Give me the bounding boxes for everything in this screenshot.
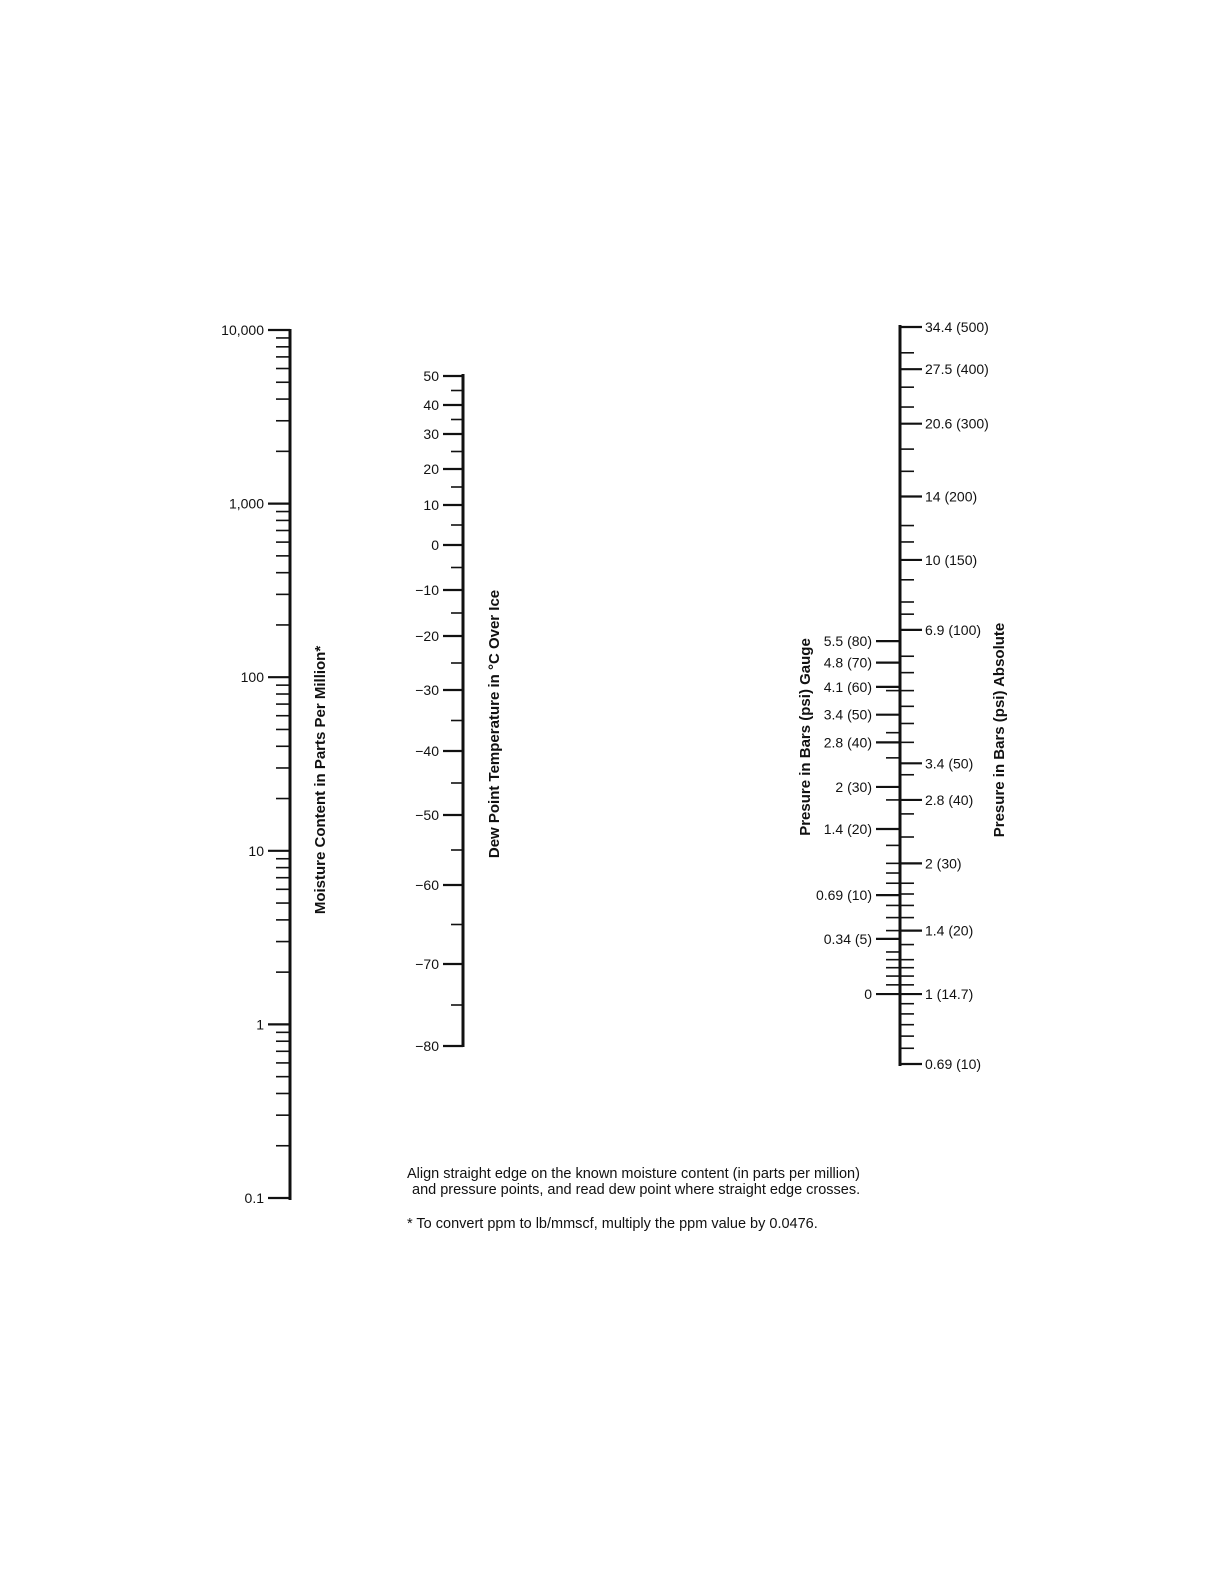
pressure-ticks bbox=[816, 319, 989, 1072]
pressure-absolute-label-2-30: 2 (30) bbox=[925, 855, 962, 872]
instruction-line-2: and pressure points, and read dew point where straight edge crosses. bbox=[412, 1182, 861, 1198]
pressure-absolute-axis-title: Presure in Bars (psi) Absolute bbox=[991, 622, 1008, 838]
dew-point-label-30: −30 bbox=[415, 682, 439, 698]
dew-point-ticks bbox=[415, 368, 463, 1054]
pressure-gauge-label-2-8-40: 2.8 (40) bbox=[823, 734, 872, 751]
moisture-label-100: 100 bbox=[240, 669, 264, 686]
moisture-label-1: 1 bbox=[256, 1016, 264, 1033]
moisture-axis-title: Moisture Content in Parts Per Million* bbox=[312, 645, 329, 915]
pressure-scale bbox=[797, 319, 1008, 1072]
dew-point-label-50: −50 bbox=[415, 807, 439, 823]
dew-point-label-40: 40 bbox=[423, 397, 439, 413]
dew-point-scale bbox=[415, 368, 503, 1054]
pressure-absolute-label-20-6-300: 20.6 (300) bbox=[925, 415, 989, 432]
pressure-absolute-label-27-5-400: 27.5 (400) bbox=[925, 361, 989, 378]
dew-point-label-60: −60 bbox=[415, 877, 439, 893]
dew-point-label-20: −20 bbox=[415, 628, 439, 644]
pressure-absolute-label-6-9-100: 6.9 (100) bbox=[925, 621, 982, 638]
moisture-label-10: 10 bbox=[248, 842, 264, 859]
pressure-gauge-label-4-8-70: 4.8 (70) bbox=[823, 654, 872, 671]
pressure-gauge-label-4-1-60: 4.1 (60) bbox=[823, 678, 872, 695]
pressure-absolute-label-1-14-7: 1 (14.7) bbox=[925, 986, 974, 1003]
pressure-gauge-label-0-34-5: 0.34 (5) bbox=[823, 930, 872, 947]
pressure-absolute-label-2-8-40: 2.8 (40) bbox=[925, 791, 974, 808]
pressure-gauge-label-1-4-20: 1.4 (20) bbox=[823, 820, 872, 837]
dew-point-label-40: −40 bbox=[415, 743, 439, 759]
instruction-line-1: Align straight edge on the known moisture content (in parts per million) bbox=[407, 1166, 860, 1182]
dew-point-label-70: −70 bbox=[415, 956, 439, 972]
pressure-absolute-label-10-150: 10 (150) bbox=[925, 551, 978, 568]
pressure-gauge-label-3-4-50: 3.4 (50) bbox=[823, 706, 872, 723]
dew-point-label-20: 20 bbox=[423, 461, 439, 477]
dew-point-label-0: 0 bbox=[431, 537, 439, 553]
pressure-absolute-label-3-4-50: 3.4 (50) bbox=[925, 755, 974, 772]
pressure-gauge-label-2-30: 2 (30) bbox=[835, 778, 872, 795]
moisture-label-0-1: 0.1 bbox=[244, 1190, 264, 1206]
pressure-gauge-label-0: 0 bbox=[864, 986, 872, 1003]
dew-point-label-80: −80 bbox=[415, 1038, 439, 1054]
dew-point-label-10: −10 bbox=[415, 582, 439, 598]
dew-point-label-30: 30 bbox=[423, 426, 439, 442]
dew-point-label-10: 10 bbox=[423, 497, 439, 513]
moisture-scale bbox=[221, 322, 329, 1206]
footnote: * To convert ppm to lb/mmscf, multiply the ppm value by 0.0476. bbox=[407, 1216, 818, 1232]
moisture-ticks bbox=[221, 322, 290, 1206]
moisture-label-1-000: 1,000 bbox=[228, 495, 264, 512]
pressure-absolute-label-34-4-500: 34.4 (500) bbox=[925, 319, 989, 335]
pressure-gauge-axis-title: Presure in Bars (psi) Gauge bbox=[797, 638, 814, 836]
pressure-gauge-label-5-5-80: 5.5 (80) bbox=[823, 633, 872, 650]
dew-point-label-50: 50 bbox=[423, 368, 439, 384]
dew-point-axis-title: Dew Point Temperature in °C Over Ice bbox=[486, 589, 503, 859]
pressure-absolute-label-0-69-10: 0.69 (10) bbox=[925, 1056, 982, 1072]
moisture-label-10-000: 10,000 bbox=[221, 322, 264, 338]
pressure-absolute-label-1-4-20: 1.4 (20) bbox=[925, 922, 974, 939]
pressure-absolute-label-14-200: 14 (200) bbox=[925, 488, 978, 505]
pressure-gauge-label-0-69-10: 0.69 (10) bbox=[815, 887, 872, 904]
